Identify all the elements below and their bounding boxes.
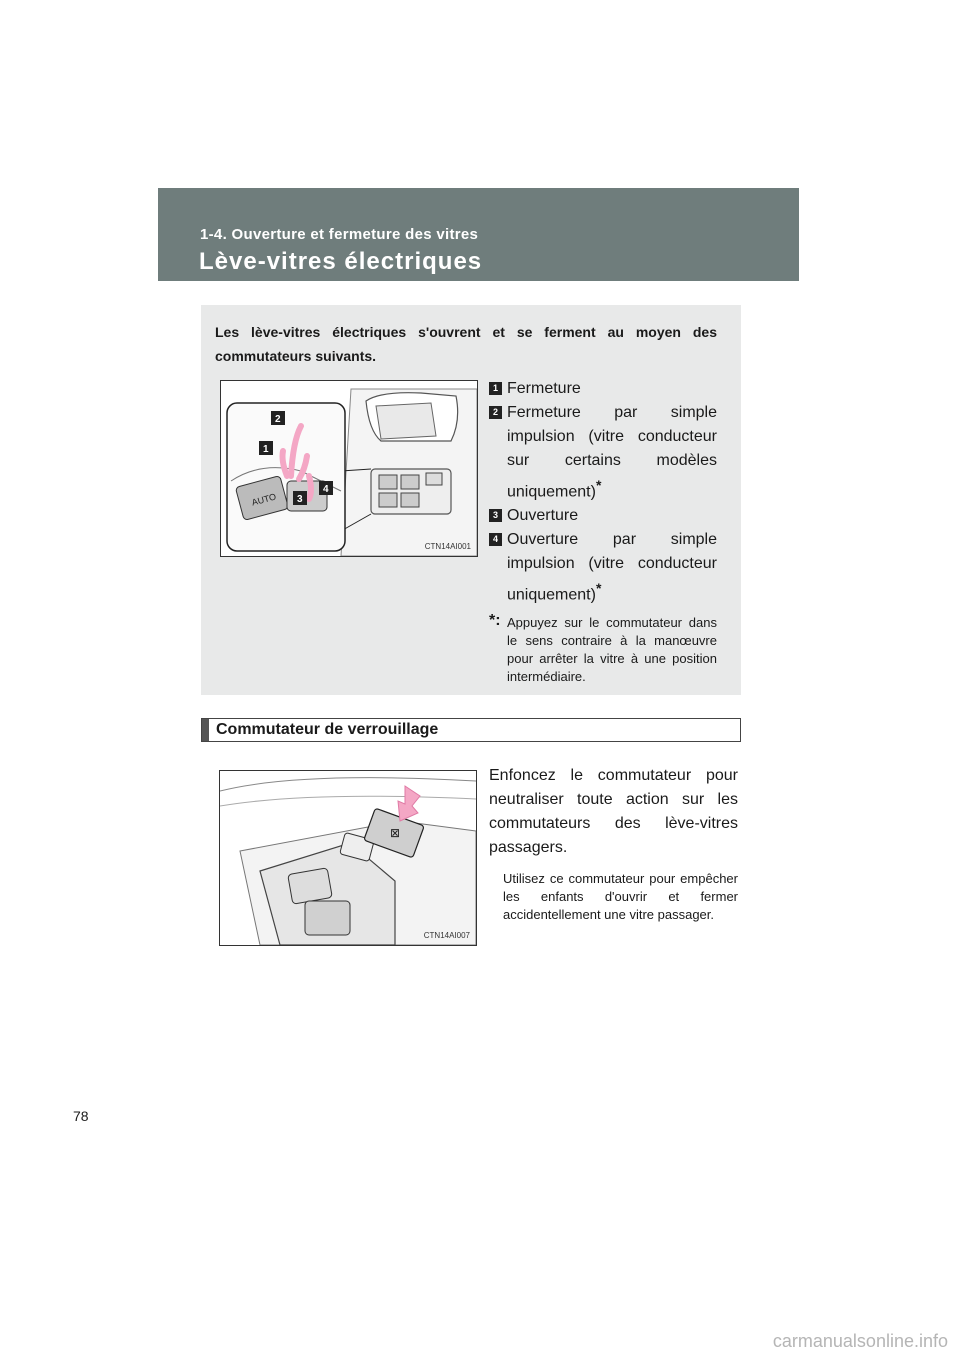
- callout-2: 2: [275, 414, 281, 425]
- heading-label: Commutateur de verrouillage: [216, 721, 439, 738]
- intro-box: [201, 305, 741, 695]
- callout-4: 4: [323, 484, 329, 495]
- callout-1: 1: [263, 444, 269, 455]
- figure-code: CTN14AI001: [424, 542, 471, 551]
- page-title: Lève-vitres électriques: [199, 248, 483, 275]
- lock-description: [489, 764, 738, 924]
- item-text: Ouverture par simple impulsion (vitre conducteur uniquement): [507, 531, 717, 604]
- lock-sub-text: Utilisez ce commutateur pour empêcher les enfants d'ouvrir et fermer accidentellement une vitre passager.: [503, 871, 738, 922]
- item-number: 1: [489, 382, 502, 395]
- window-switch-illustration: [221, 381, 477, 556]
- lock-switch-figure: [219, 770, 477, 946]
- list-item: [489, 528, 717, 607]
- figure-code: CTN14AI007: [423, 931, 470, 940]
- callout-3: 3: [297, 494, 303, 505]
- auto-label: AUTO: [250, 491, 278, 508]
- footnote-text: Appuyez sur le commutateur dans le sens contraire à la manœuvre pour arrêter la vitre à une position intermédiaire.: [507, 614, 717, 684]
- item-text: Ouverture: [507, 507, 579, 525]
- intro-text: Les lève-vitres électriques s'ouvrent et se ferment au moyen des commutateurs suivants.: [215, 324, 717, 364]
- item-text: Fermeture par simple impulsion (vitre conducteur sur certains modèles uniquement): [507, 404, 717, 501]
- list-item: [489, 377, 717, 401]
- item-number: 3: [489, 509, 502, 522]
- section-label: 1-4. Ouverture et fermeture des vitres: [200, 226, 479, 243]
- asterisk: *: [595, 580, 602, 597]
- arrow-4: [309, 476, 311, 499]
- footnote-mark: *:: [489, 611, 501, 629]
- window-switch-figure: [220, 380, 478, 557]
- lock-icon: ⊠: [390, 826, 401, 840]
- chapter-header: [158, 188, 799, 281]
- item-number: 4: [489, 533, 502, 546]
- lock-main-text: Enfoncez le commutateur pour neutraliser toute action sur les commutateurs des lève-vitres passagers.: [489, 767, 738, 856]
- item-number: 2: [489, 406, 502, 419]
- asterisk: *: [595, 477, 602, 493]
- switch-items-list: [489, 377, 717, 686]
- page-number: 78: [73, 1108, 89, 1124]
- list-item: [489, 401, 717, 504]
- watermark[interactable]: carmanualsonline.info: [772, 1331, 948, 1351]
- item-text: Fermeture: [507, 380, 581, 397]
- heading-bar: [202, 719, 209, 741]
- lock-switch-illustration: [220, 771, 476, 945]
- section-heading: [201, 718, 741, 742]
- footnote: [489, 611, 717, 686]
- list-item: [489, 504, 717, 528]
- press-arrow: [398, 786, 420, 821]
